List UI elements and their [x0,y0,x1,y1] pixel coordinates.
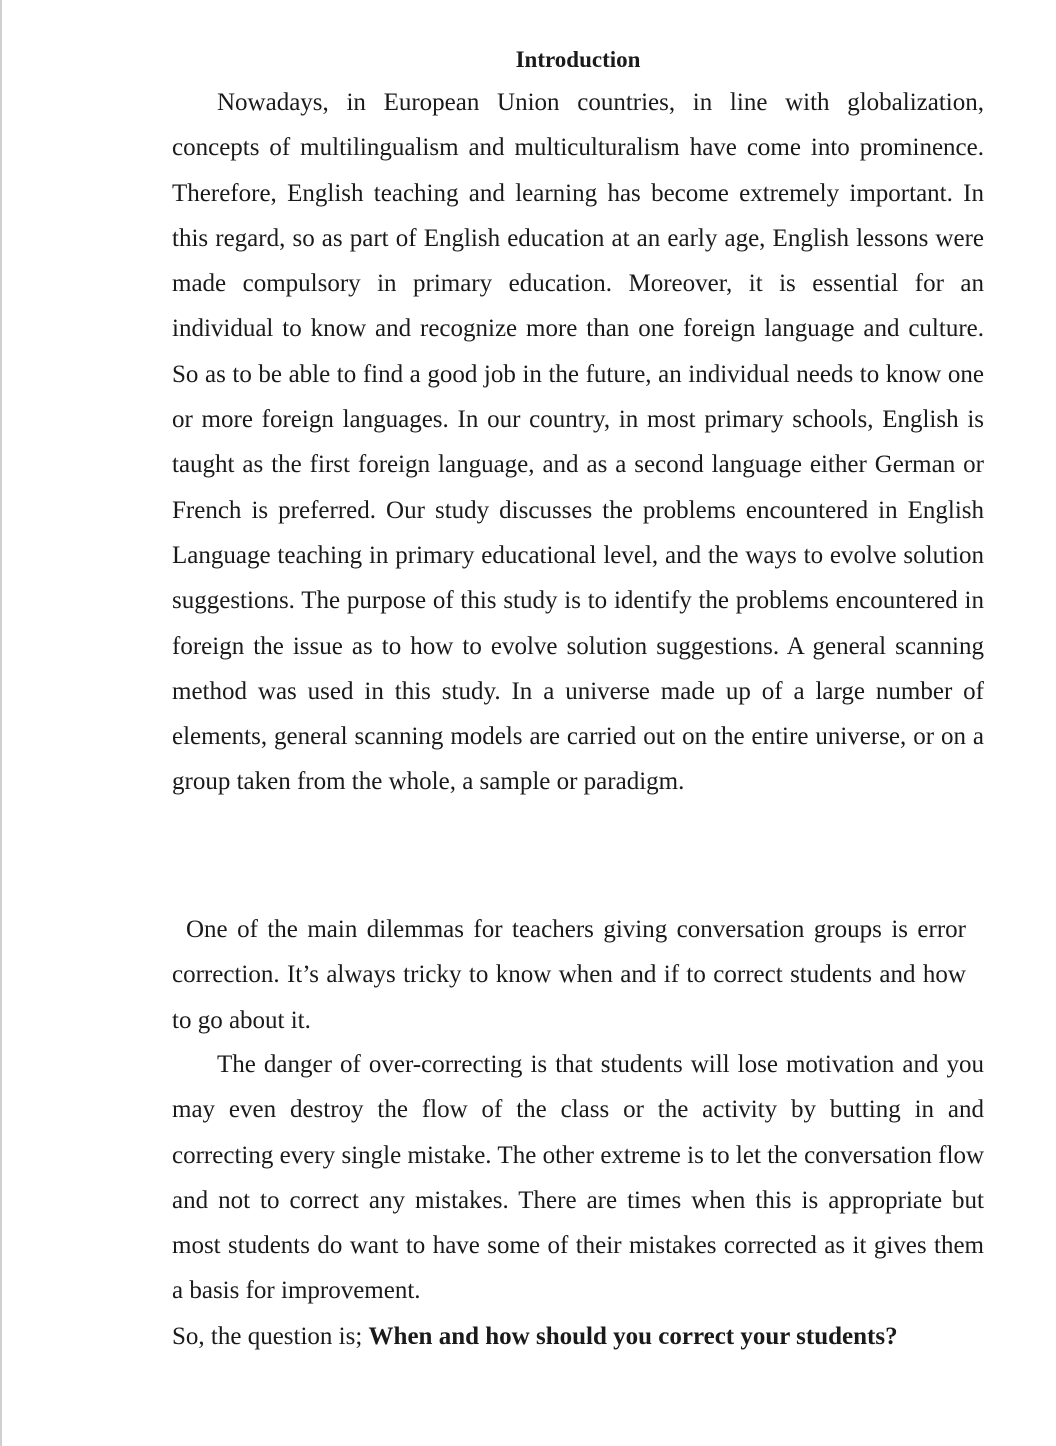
question-bold: When and how should you correct your students? [368,1323,898,1350]
danger-paragraph: The danger of over-correcting is that students will lose motivation and you may even destroy the flow of the class or the activity by butting in and correcting every single mistake. The other extreme is to let the conversation flow and not to correct any mistakes. There are times when this is appropriate but most students do want to have some of their mistakes corrected as it gives them a basis for improvement. [172,1051,984,1305]
question-lead: So, the question is; [172,1323,369,1350]
page-left-edge [0,0,2,1446]
section-title: Introduction [515,47,641,72]
dilemma-paragraph: One of the main dilemmas for teachers giving conversation groups is error correction. It’s always tricky to know when and if to correct students and how to go about it. [172,916,966,1034]
intro-paragraph: Nowadays, in European Union countries, in line with globalization, concepts of multilingualism and multiculturalism have come into prominence. Therefore, English teaching and learning has become extremely important. In this regard, so as part of English education at an early age, English lessons were made compulsory in primary education. Moreover, it is essential for an individual to know and recognize more than one foreign language and culture. So as to be able to find a good job in the future, an individual needs to know one or more foreign languages. In our country, in most primary schools, English is taught as the first foreign language, and as a second language either German or French is preferred. Our study discusses the problems encountered in English Language teaching in primary educational level, and the ways to evolve solution suggestions. The purpose of this study is to identify the problems encountered in foreign the issue as to how to evolve solution suggestions. A general scanning method was used in this study. In a universe made up of a large number of elements, general scanning models are carried out on the entire universe, or on a group taken from the whole, a sample or paradigm. [172,89,984,796]
question-paragraph [172,1314,984,1359]
